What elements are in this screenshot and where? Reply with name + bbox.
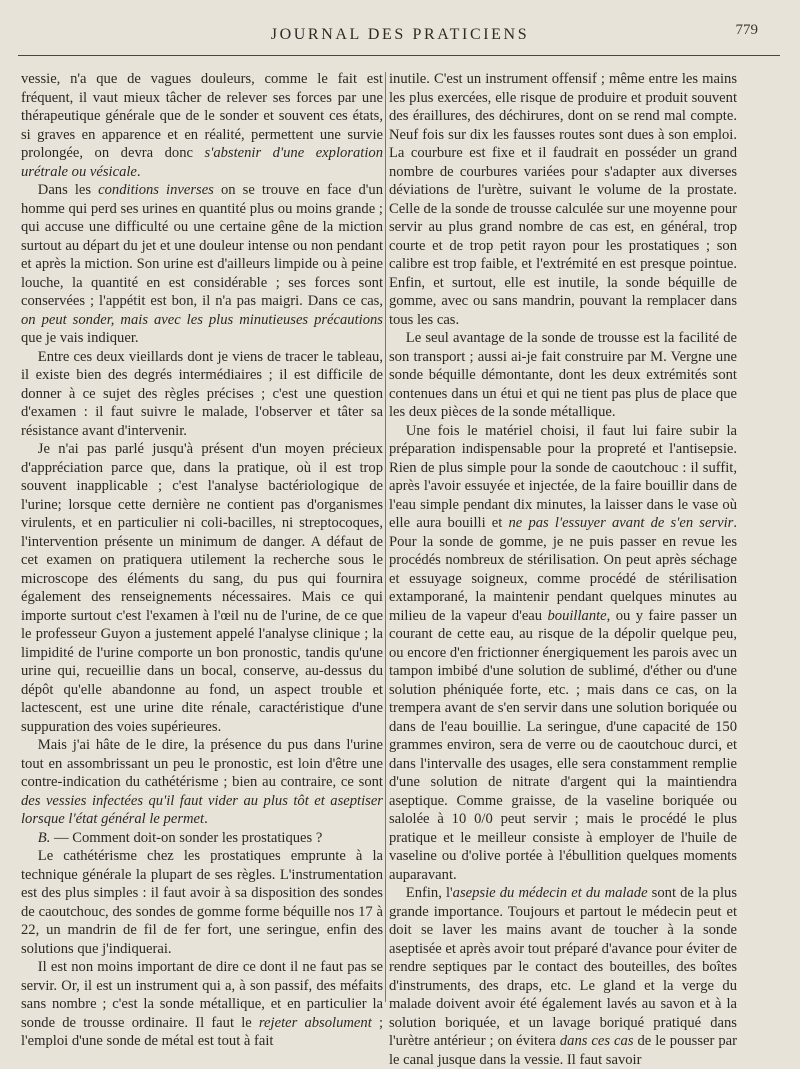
header-rule [18, 55, 780, 56]
paragraph: Le seul avantage de la sonde de trousse est la facilité de son transport ; aussi ai-je fait construire par M. Vergne une sonde béquille démontante, dont les deux extrémités sont contenues dans un étui et qui ne tient pas plus de place que les deux pièces de la sonde métallique. [389, 330, 737, 420]
paragraph: Enfin, l'asepsie du médecin et du malade sont de la plus grande importance. Toujours et partout le médecin peut et doit se laver les mains avant de toucher à la sonde aseptisée et après avoir tout préparé d'avance pour éviter de rendre septiques par le contact des bouteilles, des boîtes d'instruments, des draps, etc. Le gland et la verge du malade doivent avoir été également lavés au savon et à la solution boriquée, et un lavage boriqué pratiqué dans l'urètre antérieur ; on évitera dans ces cas de le pousser par le canal jusque dans la vessie. Il faut savoir [389, 885, 737, 1068]
running-header [20, 22, 780, 52]
paragraph: Il est non moins important de dire ce dont il ne faut pas se servir. Or, il est un instrument qui a, à son passif, des méfaits sans nombre ; c'est la sonde métallique, et en particulier la sonde de trousse ordinaire. Il faut le rejeter absolument ; l'emploi d'une sonde de métal est tout à fait [21, 959, 384, 1049]
section-heading: B. — Comment doit-on sonder les prostatiques ? [37, 829, 323, 846]
paragraph: inutile. C'est un instrument offensif ; même entre les mains les plus exercées, elle risque de produire et produit souvent des éraillures, des déchirures, dont on se rend mal compte. Neuf fois sur dix les fausses routes sont dues à son emploi. La courbure est fixe et il faudrait en posséder un grand nombre de courbures variées pour s'adapter aux diverses déviations de l'urètre, suivant le volume de la prostate. Celle de la sonde de trousse calculée sur une moyenne pour servir au plus grand nombre de cas est, en général, trop courte et de trop petit rayon pour les prostatiques ; son calibre est trop faible, et l'extrémité en est presque pointue. Enfin, et surtout, elle est inutile, la sonde béquille de gomme, avec ou sans mandrin, pouvant la remplacer dans tous les cas. [389, 71, 737, 328]
journal-title: JOURNAL DES PRATICIENS [270, 26, 530, 43]
paragraph: Mais j'ai hâte de le dire, la présence du pus dans l'urine tout en assombrissant un peu le pronostic, est loin d'être une contre-indication du cathétérisme ; bien au contraire, ce sont des vessies infectées qu'il faut vider au plus tôt et aseptiser lorsque l'état général le permet. [21, 737, 383, 827]
paragraph: Je n'ai pas parlé jusqu'à présent d'un moyen précieux d'appréciation parce que, dans la pratique, où il est trop souvent inapplicable ; c'est l'analyse bactériologique de l'urine; lorsque cette dernière ne contient pas d'organismes virulents, et en particulier ni coli-bacilles, ni streptocoques, l'intervention présente un minimum de danger. A défaut de cet examen on pratiquera utilement la recherche sous le microscope des éléments du sang, du pus qui fournira également des renseignements nécessaires. Mais ce qui importe surtout c'est l'examen à l'œil nu de l'urine, de ce que le professeur Guyon a justement appelé l'analyse clinique ; la limpidité de l'urine comporte un bon pronostic, tandis qu'une urine qui, recueillie dans un bocal, conserve, au-dessus du dépôt qu'elle abandonne au fond, un aspect trouble et lactescent, est une urine dite rénale, caractéristique d'une suppuration des voies supérieures. [21, 441, 383, 735]
paragraph: Entre ces deux vieillards dont je viens de tracer le tableau, il existe bien des degrés intermédiaires ; il est difficile de donner à ce sujet des règles précises ; c'est une question d'examen : il faut suivre le malade, l'observer et tâter sa résistance avant d'intervenir. [21, 348, 383, 439]
paragraph: Le cathétérisme chez les prostatiques emprunte à la technique générale la plupart de ses règles. L'instrumentation est des plus simples : il faut avoir à sa disposition des sondes de caoutchouc, des sondes de gomme forme béquille nos 17 à 22, un mandrin de fil de fer fort, une seringue, enfin des solutions que j'indiquerai. [21, 848, 383, 957]
paragraph: Une fois le matériel choisi, il faut lui faire subir la préparation indispensable pour la propreté et l'antisepsie. Rien de plus simple pour la sonde de caoutchouc : il suffit, après l'avoir essuyée et injectée, de la faire bouillir dans de l'eau simple pendant dix minutes, la laisser dans le vase où elle aura bouilli et ne pas l'essuyer avant de s'en servir. Pour la sonde de gomme, je ne puis passer en revue les procédés nombreux de stérilisation. On peut après séchage et essuyage soigneux, comme procédé de stérilisation extamporané, la maintenir pendant quelques minutes au milieu de la vapeur d'eau bouillante, ou y faire passer un courant de cette eau, au risque de la dépolir quelque peu, ou encore d'en frictionner énergiquement les parois avec un tampon imbibé d'une solution de sublimé, d'éther ou d'une solution phéniquée forte, etc. ; mais dans ce cas, on la trempera avant de s'en servir dans une solution boriquée ou dans de l'eau bouillie. La seringue, d'une capacité de 150 grammes environ, sera de verre ou de caoutchouc durci, et dans l'intervalle des usages, elle sera constamment remplie d'une solution de nitrate d'argent qui la maintiendra aseptique. Comme graisse, de la vaseline boriquée ou salolée à 10 0/0 peut servir ; mais le procédé le plus pratique et le meilleur consiste à employer de l'huile de vaseline ou d'olive portée à l'ébullition quelques moments auparavant. [389, 422, 737, 883]
paragraph: vessie, n'a que de vagues douleurs, comme le fait est fréquent, il vaut mieux tâcher de relever ses forces par une thérapeutique générale que de le sonder et souvent ces états, si graves en apparence et en réalité, permettent une survie prolongée, on devra donc s'abstenir d'une exploration urétrale ou vésicale. [21, 71, 383, 180]
paragraph: Dans les conditions inverses on se trouve en face d'un homme qui perd ses urines en quantité plus ou moins grande ; qui accuse une difficulté ou une certaine gêne de la miction surtout au départ du jet et une douleur intense ou non pendant et après la miction. Son urine est d'ailleurs limpide ou à peine louche, la quantité en est considérable ; ses forces sont conservées ; l'appétit est bon, il n'a pas maigri. Dans ce cas, on peut sonder, mais avec les plus minutieuses précautions que je vais indiquer. [21, 182, 383, 346]
right-column [389, 70, 737, 1068]
left-column [21, 70, 384, 1049]
page-number: 779 [735, 22, 758, 38]
column-divider [385, 72, 386, 1002]
